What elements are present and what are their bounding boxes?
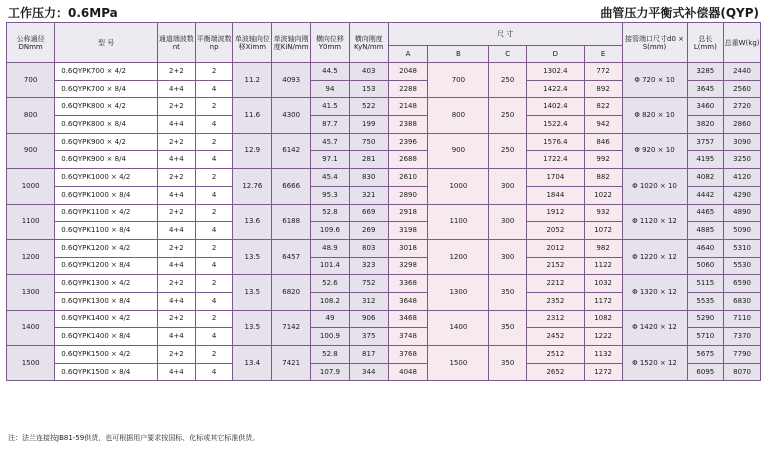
cell-xi: 13.5 <box>233 239 272 274</box>
cell-dim-b: 1400 <box>428 310 489 345</box>
cell-dim-a: 2396 <box>388 133 428 151</box>
cell-y0: 107.9 <box>311 363 350 381</box>
cell-model: 0.6QYPK900 × 4/2 <box>55 133 158 151</box>
cell-dim-b: 800 <box>428 98 489 133</box>
cell-xi: 13.4 <box>233 346 272 381</box>
cell-np: 2 <box>195 63 233 81</box>
cell-dim-b: 900 <box>428 133 489 168</box>
cell-weight: 3090 <box>724 133 761 151</box>
cell-dim-e: 892 <box>584 80 622 98</box>
cell-weight: 2440 <box>724 63 761 81</box>
cell-dim-e: 992 <box>584 151 622 169</box>
cell-dim-c: 350 <box>489 275 527 310</box>
cell-dim-a: 2388 <box>388 116 428 134</box>
cell-length: 3757 <box>687 133 724 151</box>
table-row <box>7 239 761 257</box>
cell-dim-d: 2212 <box>527 275 585 293</box>
cell-dim-a: 2688 <box>388 151 428 169</box>
header-model: 型 号 <box>55 23 158 63</box>
cell-y0: 94 <box>311 80 350 98</box>
cell-ki: 6820 <box>272 275 311 310</box>
cell-dim-a: 3018 <box>388 239 428 257</box>
cell-length: 3460 <box>687 98 724 116</box>
cell-ky: 817 <box>349 346 388 364</box>
header-length: 总长L(mm) <box>687 23 724 63</box>
header-np: 平衡端波数np <box>195 23 233 63</box>
cell-dn: 1400 <box>7 310 55 345</box>
cell-weight: 6590 <box>724 275 761 293</box>
cell-np: 2 <box>195 133 233 151</box>
cell-model: 0.6QYPK1400 × 8/4 <box>55 328 158 346</box>
cell-model: 0.6QYPK1300 × 8/4 <box>55 292 158 310</box>
cell-np: 4 <box>195 80 233 98</box>
cell-ky: 321 <box>349 186 388 204</box>
cell-np: 4 <box>195 222 233 240</box>
header-dimensions: 尺 寸 <box>388 23 622 46</box>
cell-y0: 97.1 <box>311 151 350 169</box>
cell-model: 0.6QYPK700 × 4/2 <box>55 63 158 81</box>
cell-np: 2 <box>195 275 233 293</box>
cell-dim-d: 2052 <box>527 222 585 240</box>
cell-dim-e: 1222 <box>584 328 622 346</box>
header-dim-d: D <box>527 46 585 63</box>
cell-y0: 45.7 <box>311 133 350 151</box>
cell-length: 5060 <box>687 257 724 275</box>
cell-nt: 2+2 <box>157 346 195 364</box>
cell-dn: 1100 <box>7 204 55 239</box>
cell-dim-a: 3768 <box>388 346 428 364</box>
cell-dim-e: 882 <box>584 169 622 187</box>
cell-np: 2 <box>195 239 233 257</box>
cell-dim-d: 2152 <box>527 257 585 275</box>
cell-np: 4 <box>195 257 233 275</box>
cell-y0: 44.5 <box>311 63 350 81</box>
cell-dim-a: 2918 <box>388 204 428 222</box>
cell-dim-e: 1072 <box>584 222 622 240</box>
cell-y0: 52.8 <box>311 346 350 364</box>
cell-model: 0.6QYPK1300 × 4/2 <box>55 275 158 293</box>
cell-ki: 6142 <box>272 133 311 168</box>
cell-model: 0.6QYPK1100 × 8/4 <box>55 222 158 240</box>
cell-dim-d: 2012 <box>527 239 585 257</box>
cell-length: 3285 <box>687 63 724 81</box>
cell-length: 4640 <box>687 239 724 257</box>
header-dim-a: A <box>388 46 428 63</box>
cell-ky: 153 <box>349 80 388 98</box>
cell-weight: 4120 <box>724 169 761 187</box>
cell-model: 0.6QYPK1200 × 8/4 <box>55 257 158 275</box>
cell-y0: 52.6 <box>311 275 350 293</box>
spec-table-body <box>7 63 761 381</box>
cell-length: 5535 <box>687 292 724 310</box>
cell-flange: Φ 720 × 10 <box>622 63 687 98</box>
table-row <box>7 346 761 364</box>
cell-flange: Φ 1220 × 12 <box>622 239 687 274</box>
cell-dim-d: 1704 <box>527 169 585 187</box>
cell-nt: 2+2 <box>157 239 195 257</box>
cell-flange: Φ 920 × 10 <box>622 133 687 168</box>
cell-nt: 2+2 <box>157 133 195 151</box>
cell-length: 5290 <box>687 310 724 328</box>
header-nt: 通道端波数nt <box>157 23 195 63</box>
footnote: 注：法兰连接按JB81-59供货，也可根据用户要求按国标、化标或其它标准供货。 <box>8 434 260 442</box>
cell-ky: 281 <box>349 151 388 169</box>
cell-dim-c: 300 <box>489 169 527 204</box>
cell-nt: 2+2 <box>157 63 195 81</box>
cell-weight: 7110 <box>724 310 761 328</box>
cell-np: 4 <box>195 292 233 310</box>
cell-dim-c: 250 <box>489 98 527 133</box>
cell-dim-b: 700 <box>428 63 489 98</box>
cell-dim-e: 1132 <box>584 346 622 364</box>
cell-nt: 4+4 <box>157 292 195 310</box>
cell-dim-e: 1022 <box>584 186 622 204</box>
table-row <box>7 169 761 187</box>
cell-model: 0.6QYPK1000 × 4/2 <box>55 169 158 187</box>
cell-ky: 375 <box>349 328 388 346</box>
cell-xi: 11.2 <box>233 63 272 98</box>
cell-dim-a: 2610 <box>388 169 428 187</box>
cell-xi: 13.6 <box>233 204 272 239</box>
cell-flange: Φ 1020 × 10 <box>622 169 687 204</box>
cell-y0: 101.4 <box>311 257 350 275</box>
cell-model: 0.6QYPK1200 × 4/2 <box>55 239 158 257</box>
cell-ki: 6457 <box>272 239 311 274</box>
header-dim-c: C <box>489 46 527 63</box>
cell-dim-d: 2452 <box>527 328 585 346</box>
cell-ki: 7142 <box>272 310 311 345</box>
cell-model: 0.6QYPK800 × 4/2 <box>55 98 158 116</box>
cell-dim-a: 3468 <box>388 310 428 328</box>
cell-flange: Φ 1520 × 12 <box>622 346 687 381</box>
cell-dim-e: 846 <box>584 133 622 151</box>
cell-dim-d: 2512 <box>527 346 585 364</box>
cell-dim-a: 3198 <box>388 222 428 240</box>
cell-dim-a: 2890 <box>388 186 428 204</box>
cell-ky: 323 <box>349 257 388 275</box>
cell-dim-b: 1200 <box>428 239 489 274</box>
cell-model: 0.6QYPK700 × 8/4 <box>55 80 158 98</box>
cell-flange: Φ 1420 × 12 <box>622 310 687 345</box>
cell-length: 6095 <box>687 363 724 381</box>
cell-dim-d: 2352 <box>527 292 585 310</box>
cell-y0: 45.4 <box>311 169 350 187</box>
cell-dim-c: 300 <box>489 204 527 239</box>
cell-weight: 2860 <box>724 116 761 134</box>
cell-length: 4885 <box>687 222 724 240</box>
cell-dn: 1300 <box>7 275 55 310</box>
cell-weight: 7790 <box>724 346 761 364</box>
cell-weight: 4290 <box>724 186 761 204</box>
cell-flange: Φ 1320 × 12 <box>622 275 687 310</box>
cell-dim-e: 1122 <box>584 257 622 275</box>
cell-dim-d: 1402.4 <box>527 98 585 116</box>
cell-length: 5675 <box>687 346 724 364</box>
cell-dim-b: 1000 <box>428 169 489 204</box>
cell-dim-c: 250 <box>489 133 527 168</box>
spec-table <box>6 22 761 381</box>
cell-dim-e: 982 <box>584 239 622 257</box>
header-dn: 公称通径DNmm <box>7 23 55 63</box>
cell-dim-a: 3298 <box>388 257 428 275</box>
cell-ky: 752 <box>349 275 388 293</box>
cell-nt: 4+4 <box>157 328 195 346</box>
cell-dim-d: 1302.4 <box>527 63 585 81</box>
cell-dim-c: 350 <box>489 346 527 381</box>
cell-weight: 5310 <box>724 239 761 257</box>
cell-dim-d: 1522.4 <box>527 116 585 134</box>
cell-model: 0.6QYPK1400 × 4/2 <box>55 310 158 328</box>
cell-ky: 199 <box>349 116 388 134</box>
cell-ky: 403 <box>349 63 388 81</box>
table-row <box>7 310 761 328</box>
cell-length: 4465 <box>687 204 724 222</box>
cell-model: 0.6QYPK800 × 8/4 <box>55 116 158 134</box>
cell-np: 2 <box>195 98 233 116</box>
cell-dim-a: 2288 <box>388 80 428 98</box>
cell-dim-a: 3368 <box>388 275 428 293</box>
cell-y0: 109.6 <box>311 222 350 240</box>
table-row <box>7 275 761 293</box>
cell-nt: 2+2 <box>157 275 195 293</box>
cell-length: 5710 <box>687 328 724 346</box>
cell-ky: 830 <box>349 169 388 187</box>
cell-nt: 4+4 <box>157 186 195 204</box>
cell-np: 4 <box>195 151 233 169</box>
cell-length: 3645 <box>687 80 724 98</box>
cell-weight: 2720 <box>724 98 761 116</box>
header-flange: 接管端口尺寸d0 × S(mm) <box>622 23 687 63</box>
cell-ky: 344 <box>349 363 388 381</box>
cell-dim-d: 1844 <box>527 186 585 204</box>
cell-dim-e: 1032 <box>584 275 622 293</box>
cell-dim-d: 2312 <box>527 310 585 328</box>
cell-length: 4195 <box>687 151 724 169</box>
table-row <box>7 204 761 222</box>
cell-ky: 669 <box>349 204 388 222</box>
cell-weight: 8070 <box>724 363 761 381</box>
cell-dn: 800 <box>7 98 55 133</box>
cell-dim-e: 772 <box>584 63 622 81</box>
header-dim-b: B <box>428 46 489 63</box>
cell-y0: 87.7 <box>311 116 350 134</box>
cell-np: 2 <box>195 204 233 222</box>
cell-dn: 700 <box>7 63 55 98</box>
cell-dim-c: 250 <box>489 63 527 98</box>
header-xi: 单波轴向位移Ximm <box>233 23 272 63</box>
cell-dim-a: 3648 <box>388 292 428 310</box>
cell-dim-e: 1172 <box>584 292 622 310</box>
cell-xi: 12.9 <box>233 133 272 168</box>
cell-dim-a: 2148 <box>388 98 428 116</box>
cell-model: 0.6QYPK900 × 8/4 <box>55 151 158 169</box>
cell-ki: 4093 <box>272 63 311 98</box>
cell-length: 3820 <box>687 116 724 134</box>
header-ky: 横向刚度KyN/mm <box>349 23 388 63</box>
cell-y0: 52.8 <box>311 204 350 222</box>
cell-xi: 12.76 <box>233 169 272 204</box>
cell-dim-c: 300 <box>489 239 527 274</box>
cell-dim-e: 822 <box>584 98 622 116</box>
cell-length: 5115 <box>687 275 724 293</box>
cell-dn: 1500 <box>7 346 55 381</box>
header-ki: 单波轴向刚度KiN/mm <box>272 23 311 63</box>
cell-dim-d: 1722.4 <box>527 151 585 169</box>
cell-ky: 312 <box>349 292 388 310</box>
cell-flange: Φ 820 × 10 <box>622 98 687 133</box>
cell-dim-a: 2048 <box>388 63 428 81</box>
cell-y0: 95.3 <box>311 186 350 204</box>
cell-np: 2 <box>195 169 233 187</box>
cell-nt: 4+4 <box>157 363 195 381</box>
header-dim-e: E <box>584 46 622 63</box>
cell-ki: 7421 <box>272 346 311 381</box>
cell-dim-d: 1422.4 <box>527 80 585 98</box>
cell-np: 4 <box>195 363 233 381</box>
cell-weight: 7370 <box>724 328 761 346</box>
cell-y0: 108.2 <box>311 292 350 310</box>
cell-np: 2 <box>195 310 233 328</box>
cell-dn: 1200 <box>7 239 55 274</box>
table-row <box>7 133 761 151</box>
cell-y0: 49 <box>311 310 350 328</box>
cell-dim-a: 4048 <box>388 363 428 381</box>
cell-weight: 4890 <box>724 204 761 222</box>
cell-nt: 2+2 <box>157 204 195 222</box>
cell-nt: 4+4 <box>157 222 195 240</box>
cell-dim-d: 1912 <box>527 204 585 222</box>
cell-xi: 13.5 <box>233 275 272 310</box>
cell-np: 2 <box>195 346 233 364</box>
cell-weight: 3250 <box>724 151 761 169</box>
cell-nt: 2+2 <box>157 169 195 187</box>
cell-weight: 5530 <box>724 257 761 275</box>
cell-dn: 1000 <box>7 169 55 204</box>
cell-np: 4 <box>195 328 233 346</box>
cell-dim-c: 350 <box>489 310 527 345</box>
cell-model: 0.6QYPK1500 × 8/4 <box>55 363 158 381</box>
cell-ky: 522 <box>349 98 388 116</box>
table-row <box>7 63 761 81</box>
cell-dim-e: 932 <box>584 204 622 222</box>
cell-ky: 906 <box>349 310 388 328</box>
cell-length: 4442 <box>687 186 724 204</box>
cell-xi: 13.5 <box>233 310 272 345</box>
cell-ky: 750 <box>349 133 388 151</box>
cell-model: 0.6QYPK1500 × 4/2 <box>55 346 158 364</box>
header-weight: 总重W(kg) <box>724 23 761 63</box>
cell-ki: 4300 <box>272 98 311 133</box>
cell-nt: 2+2 <box>157 98 195 116</box>
cell-nt: 4+4 <box>157 257 195 275</box>
header-y0: 横向位移Y0mm <box>311 23 350 63</box>
cell-dn: 900 <box>7 133 55 168</box>
cell-y0: 100.9 <box>311 328 350 346</box>
cell-weight: 6830 <box>724 292 761 310</box>
cell-nt: 4+4 <box>157 151 195 169</box>
product-title: 曲管压力平衡式补偿器(QYP) <box>600 6 759 20</box>
cell-dim-b: 1100 <box>428 204 489 239</box>
cell-dim-d: 1576.4 <box>527 133 585 151</box>
cell-model: 0.6QYPK1000 × 8/4 <box>55 186 158 204</box>
cell-np: 4 <box>195 186 233 204</box>
cell-weight: 2560 <box>724 80 761 98</box>
cell-np: 4 <box>195 116 233 134</box>
cell-length: 4082 <box>687 169 724 187</box>
cell-y0: 41.5 <box>311 98 350 116</box>
cell-weight: 5090 <box>724 222 761 240</box>
cell-model: 0.6QYPK1100 × 4/2 <box>55 204 158 222</box>
cell-nt: 2+2 <box>157 310 195 328</box>
table-row <box>7 98 761 116</box>
cell-dim-e: 942 <box>584 116 622 134</box>
cell-dim-e: 1082 <box>584 310 622 328</box>
cell-xi: 11.6 <box>233 98 272 133</box>
cell-nt: 4+4 <box>157 116 195 134</box>
cell-dim-a: 3748 <box>388 328 428 346</box>
cell-flange: Φ 1120 × 12 <box>622 204 687 239</box>
cell-ki: 6666 <box>272 169 311 204</box>
cell-y0: 48.9 <box>311 239 350 257</box>
cell-nt: 4+4 <box>157 80 195 98</box>
cell-ky: 269 <box>349 222 388 240</box>
cell-dim-b: 1500 <box>428 346 489 381</box>
cell-ki: 6188 <box>272 204 311 239</box>
working-pressure-title: 工作压力：0.6MPa <box>8 6 118 20</box>
cell-dim-e: 1272 <box>584 363 622 381</box>
cell-dim-b: 1300 <box>428 275 489 310</box>
cell-dim-d: 2652 <box>527 363 585 381</box>
cell-ky: 803 <box>349 239 388 257</box>
